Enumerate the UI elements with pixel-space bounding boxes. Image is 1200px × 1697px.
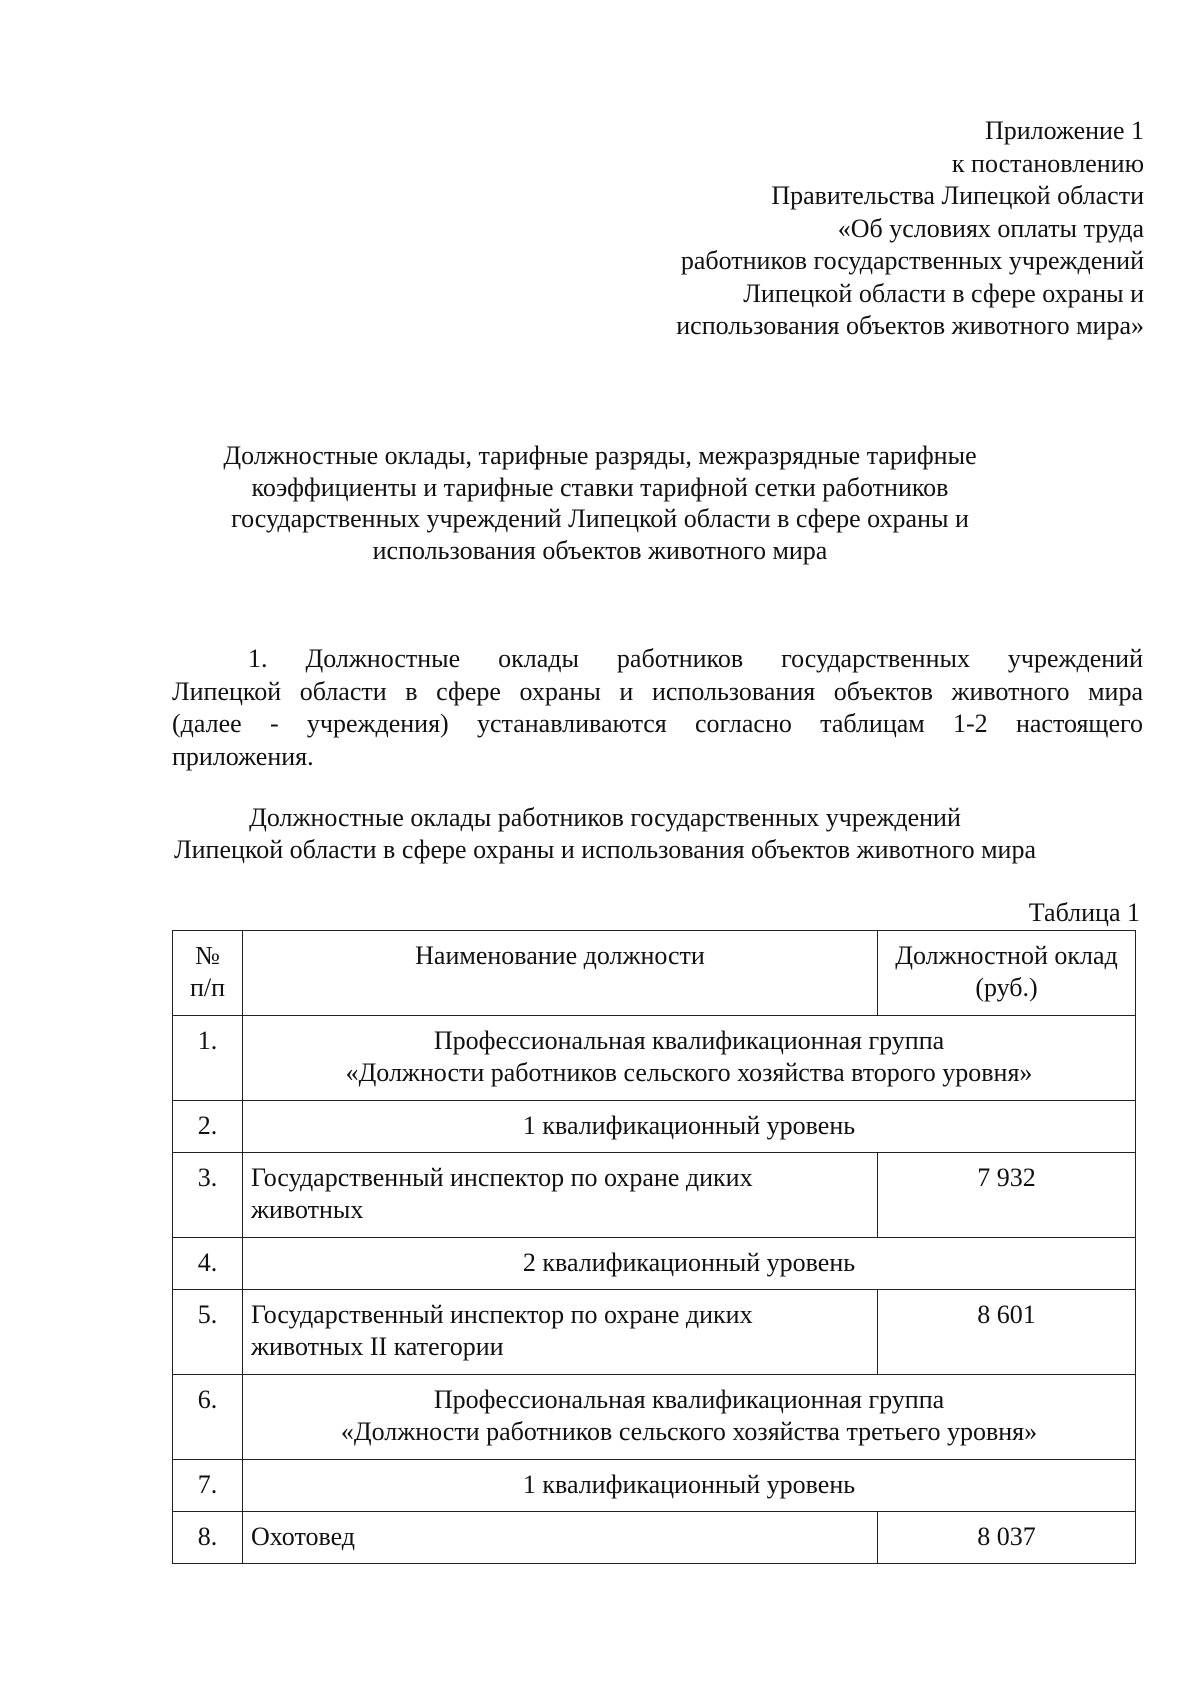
group-heading-cell (243, 1016, 1136, 1101)
header-name-text: Наименование должности (415, 941, 705, 970)
position-name-line: Государственный инспектор по охране диких (251, 1163, 753, 1192)
row-num-cell (173, 1460, 243, 1512)
group-heading-cell (243, 1375, 1136, 1460)
subtitle-line: Липецкой области в сфере охраны и использования объектов животного мира (173, 835, 1037, 864)
position-name-cell (243, 1290, 878, 1375)
appendix-line: Приложение 1 (984, 116, 1144, 145)
title-line: использования объектов животного мира (372, 535, 828, 565)
level-heading-text: 1 квалификационный уровень (522, 1470, 856, 1499)
salary-value: 7 932 (977, 1163, 1036, 1192)
table-row (173, 1016, 1136, 1101)
row-num: 8. (197, 1522, 218, 1551)
row-num: 2. (197, 1111, 218, 1140)
table-header-row (173, 931, 1136, 1016)
header-num-cell (173, 931, 243, 1016)
level-heading-cell (243, 1238, 1136, 1290)
header-salary-cell (878, 931, 1136, 1016)
appendix-line: работников государственных учреждений (680, 246, 1144, 275)
table-row (173, 1460, 1136, 1512)
appendix-line: «Об условиях оплаты труда (837, 213, 1144, 243)
header-num-line: п/п (189, 973, 226, 1002)
table-row (173, 1238, 1136, 1290)
salary-value: 8 037 (977, 1522, 1036, 1551)
row-num-cell (173, 1238, 243, 1290)
row-num-cell (173, 1512, 243, 1564)
level-heading-text: 2 квалификационный уровень (522, 1248, 856, 1277)
header-num-line: № (195, 941, 220, 970)
level-heading-cell (243, 1460, 1136, 1512)
position-name-cell (243, 1153, 878, 1238)
title-line: государственных учреждений Липецкой области в сфере охраны и (231, 504, 969, 533)
position-name-line: Охотовед (251, 1522, 356, 1551)
row-num-cell (173, 1016, 243, 1101)
row-num-cell (173, 1153, 243, 1238)
row-num: 4. (197, 1248, 218, 1277)
table-subtitle (160, 802, 1050, 866)
position-name-line: животных (251, 1195, 364, 1224)
header-name-cell (243, 931, 878, 1016)
header-salary-line: Должностной оклад (895, 941, 1118, 970)
row-num: 5. (197, 1300, 218, 1329)
row-num: 3. (197, 1163, 218, 1192)
position-name-line: животных II категории (251, 1332, 504, 1361)
level-heading-cell (243, 1101, 1136, 1153)
document-title (160, 440, 1040, 566)
salary-table (172, 930, 1136, 1564)
paragraph-line: (далее - учреждения) устанавливаются согласно таблицам 1-2 настоящего (172, 709, 1143, 738)
title-line: коэффициенты и тарифные ставки тарифной сетки работников (251, 472, 949, 502)
body-paragraph (172, 643, 1143, 773)
table-row (173, 1101, 1136, 1153)
subtitle-line: Должностные оклады работников государственных учреждений (249, 803, 961, 832)
appendix-line: использования объектов животного мира» (676, 311, 1144, 340)
appendix-heading (504, 115, 1144, 343)
salary-cell (878, 1512, 1136, 1564)
paragraph-line: Липецкой области в сфере охраны и использования объектов животного мира (172, 676, 1143, 706)
group-heading-line: «Должности работников сельского хозяйства третьего уровня» (340, 1417, 1038, 1446)
table-row (173, 1512, 1136, 1564)
level-heading-text: 1 квалификационный уровень (522, 1111, 856, 1140)
table-row (173, 1375, 1136, 1460)
row-num-cell (173, 1290, 243, 1375)
group-heading-line: Профессиональная квалификационная группа (433, 1026, 945, 1055)
group-heading-line: «Должности работников сельского хозяйства второго уровня» (345, 1058, 1033, 1087)
salary-cell (878, 1153, 1136, 1238)
row-num-cell (173, 1101, 243, 1153)
table-row (173, 1153, 1136, 1238)
header-salary-line: (руб.) (975, 973, 1038, 1002)
salary-cell (878, 1290, 1136, 1375)
position-name-cell (243, 1512, 878, 1564)
paragraph-line: 1. Должностные оклады работников государственных учреждений (248, 644, 1143, 673)
appendix-line: Правительства Липецкой области (771, 181, 1144, 210)
appendix-line: Липецкой области в сфере охраны и (743, 278, 1144, 308)
table-row (173, 1290, 1136, 1375)
title-line: Должностные оклады, тарифные разряды, межразрядные тарифные (223, 441, 977, 470)
group-heading-line: Профессиональная квалификационная группа (433, 1385, 945, 1414)
row-num: 7. (197, 1470, 218, 1499)
row-num: 6. (197, 1385, 218, 1414)
salary-value: 8 601 (977, 1300, 1036, 1329)
paragraph-line: приложения. (172, 741, 314, 771)
row-num: 1. (197, 1026, 218, 1055)
appendix-line: к постановлению (951, 148, 1144, 178)
position-name-line: Государственный инспектор по охране диких (251, 1300, 753, 1329)
row-num-cell (173, 1375, 243, 1460)
table-label: Таблица 1 (1028, 898, 1140, 927)
